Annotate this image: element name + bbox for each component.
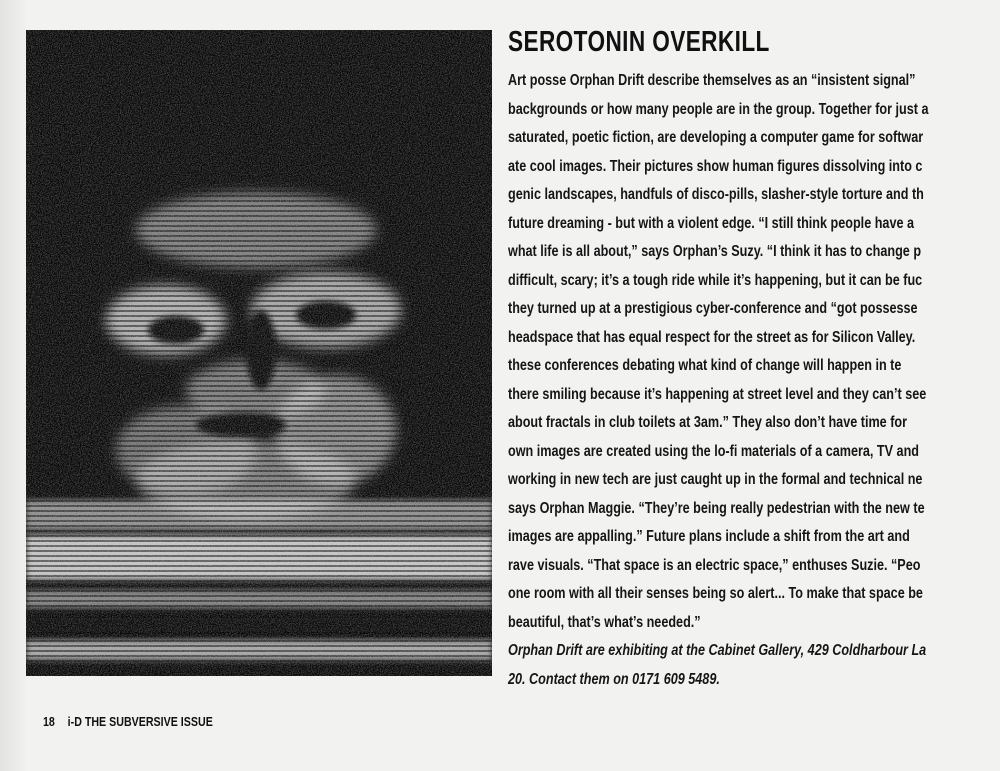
body-line: says Orphan Maggie. “They’re being really pedestrian with the new te: [508, 499, 925, 517]
publication-name: i-D THE SUBVERSIVE ISSUE: [67, 714, 213, 729]
footnote-line: 20. Contact them on 0171 609 5489.: [508, 670, 720, 688]
article-body: [508, 67, 1000, 694]
body-line: own images are created using the lo-fi materials of a camera, TV and: [508, 442, 919, 460]
page-gutter: [0, 0, 26, 771]
body-line: rave visuals. “That space is an electric space,” enthuses Suzie. “Peo: [508, 556, 921, 574]
body-line: images are appalling.” Future plans include a shift from the art and: [508, 528, 910, 545]
article-headline: SEROTONIN OVERKILL: [508, 26, 770, 58]
halftone-face-photo-icon: [26, 30, 492, 676]
body-line: what life is all about,” says Orphan’s Suzy. “I think it has to change p: [508, 243, 922, 260]
body-line: Art posse Orphan Drift describe themselves as an “insistent signal”: [508, 72, 916, 89]
body-line: there smiling because it’s happening at street level and they can’t see: [508, 385, 927, 403]
article-photo: [26, 30, 492, 676]
body-line: future dreaming - but with a violent edge. “I still think people have a: [508, 214, 915, 232]
footnote-line: Orphan Drift are exhibiting at the Cabinet Gallery, 429 Coldharbour La: [508, 642, 927, 659]
body-line: about fractals in club toilets at 3am.” They also don’t have time for: [508, 414, 908, 431]
body-line: working in new tech are just caught up in the formal and technical ne: [508, 471, 923, 488]
body-line: these conferences debating what kind of change will happen in te: [508, 357, 902, 374]
body-line: headspace that has equal respect for the street as for Silicon Valley.: [508, 328, 916, 346]
body-line: difficult, scary; it’s a tough ride while it’s happening, but it can be fuc: [508, 271, 923, 289]
body-line: beautiful, that’s what’s needed.”: [508, 613, 701, 631]
body-line: saturated, poetic fiction, are developing a computer game for softwar: [508, 129, 924, 146]
body-line: genic landscapes, handfuls of disco-pills, slasher-style torture and th: [508, 186, 924, 203]
body-line: one room with all their senses being so alert... To make that space be: [508, 585, 923, 602]
body-line: they turned up at a prestigious cyber-conference and “got possesse: [508, 300, 918, 317]
page-folio: [43, 714, 213, 729]
body-line: backgrounds or how many people are in the group. Together for just a: [508, 100, 929, 118]
page-number: 18: [43, 714, 55, 729]
body-line: ate cool images. Their pictures show human figures dissolving into c: [508, 157, 923, 175]
